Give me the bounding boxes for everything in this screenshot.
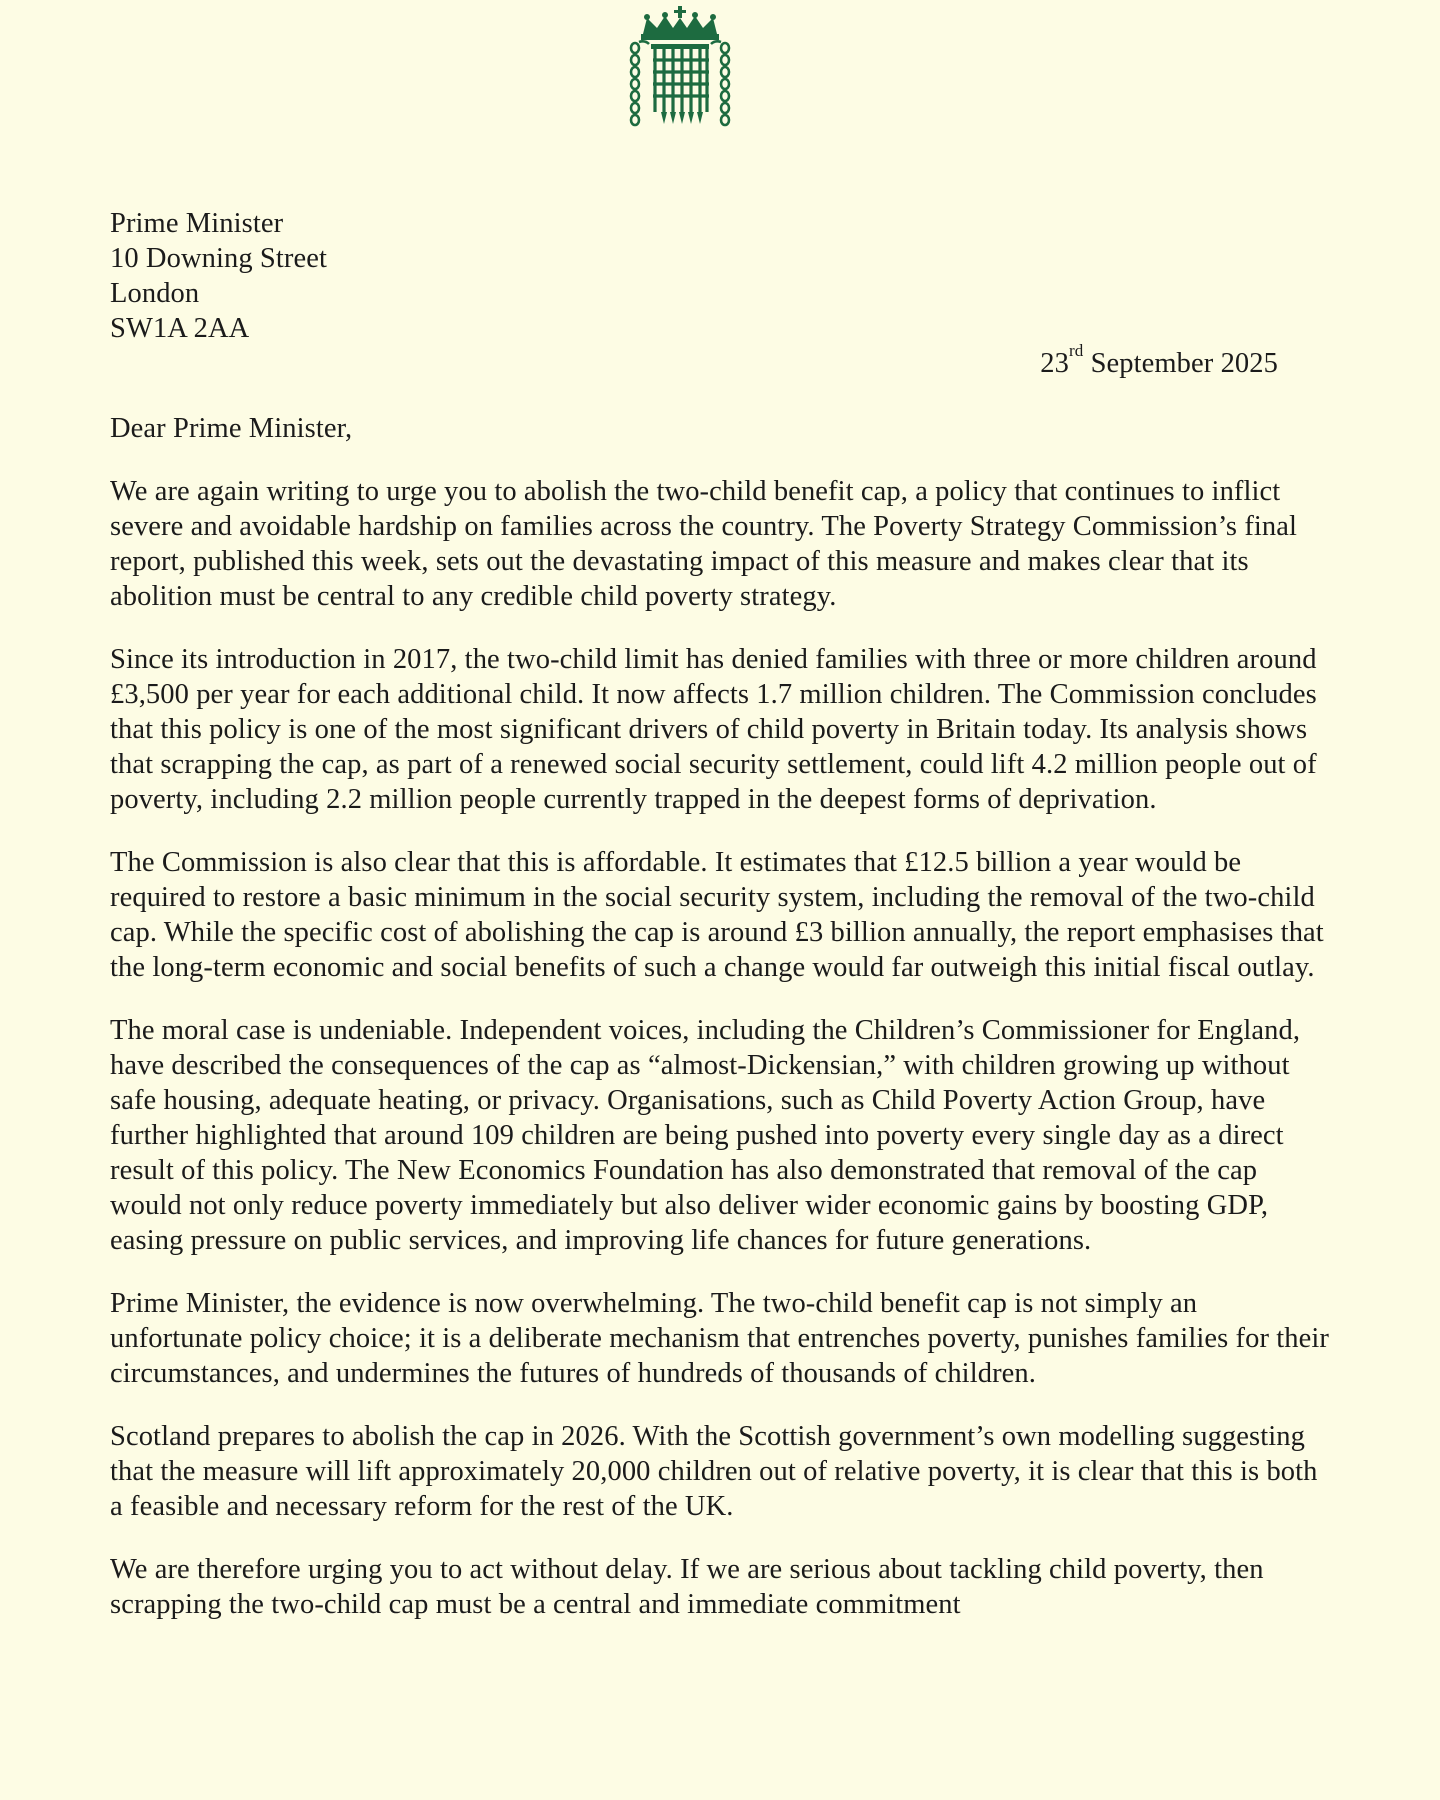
paragraph-1: We are again writing to urge you to abolish the two-child benefit cap, a policy that continues to inflict severe and avoidable hardship on families across the country. The Poverty Strategy Commission’s final report, published this week, sets out the devastating impact of this measure and makes clear that its abolition must be central to any credible child poverty strategy. — [110, 476, 1298, 612]
salutation: Dear Prime Minister, — [110, 413, 353, 444]
paragraph-6: Scotland prepares to abolish the cap in 2026. With the Scottish government’s own modelling suggesting that the measure will lift approximately 20,000 children out of relative poverty, it is clear that this is both a feasible and necessary reform for the rest of the UK. — [110, 1421, 1318, 1522]
address-line-city: London — [110, 278, 200, 309]
paragraph-7: We are therefore urging you to act without delay. If we are serious about tackling child poverty, then scrapping the two-child cap must be a central and immediate commitment — [110, 1554, 1264, 1620]
date-month-year: September 2025 — [1083, 348, 1278, 379]
portcullis-crown-icon — [625, 4, 735, 128]
letter-body — [110, 206, 1330, 1650]
paragraph-5: Prime Minister, the evidence is now overwhelming. The two-child benefit cap is not simply an unfortunate policy choice; it is a deliberate mechanism that entrenches poverty, punishes families for their circumstances, and undermines the futures of hundreds of thousands of children. — [110, 1288, 1330, 1389]
date-suffix: rd — [1068, 341, 1084, 360]
letter-date — [110, 341, 1330, 381]
address-line-postcode: SW1A 2AA — [110, 313, 250, 344]
paragraph-2: Since its introduction in 2017, the two-child limit has denied families with three or more children around £3,500 per year for each additional child. It now affects 1.7 million children. The Commission concludes that this policy is one of the most significant drivers of child poverty in Britain today. Its analysis shows that scrapping the cap, as part of a renewed social security settlement, could lift 4.2 million people out of poverty, including 2.2 million people currently trapped in the deepest forms of deprivation. — [110, 644, 1317, 815]
recipient-address — [110, 206, 1330, 346]
address-line-street: 10 Downing Street — [110, 243, 328, 274]
paragraph-3: The Commission is also clear that this is affordable. It estimates that £12.5 billion a year would be required to restore a basic minimum in the social security system, including the removal of the two-child cap. While the specific cost of abolishing the cap is around £3 billion annually, the report emphasises that the long-term economic and social benefits of such a change would far outweigh this initial fiscal outlay. — [110, 847, 1324, 983]
paragraph-4: The moral case is undeniable. Independent voices, including the Children’s Commissioner for England, have described the consequences of the cap as “almost-Dickensian,” with children growing up without safe housing, adequate heating, or privacy. Organisations, such as Child Poverty Action Group, have further highlighted that around 109 children are being pushed into poverty every single day as a direct result of this policy. The New Economics Foundation has also demonstrated that removal of the cap would not only reduce poverty immediately but also deliver wider economic gains by boosting GDP, easing pressure on public services, and improving life chances for future generations. — [110, 1015, 1301, 1256]
date-day: 23 — [1040, 348, 1069, 379]
address-line-name: Prime Minister — [110, 208, 284, 239]
